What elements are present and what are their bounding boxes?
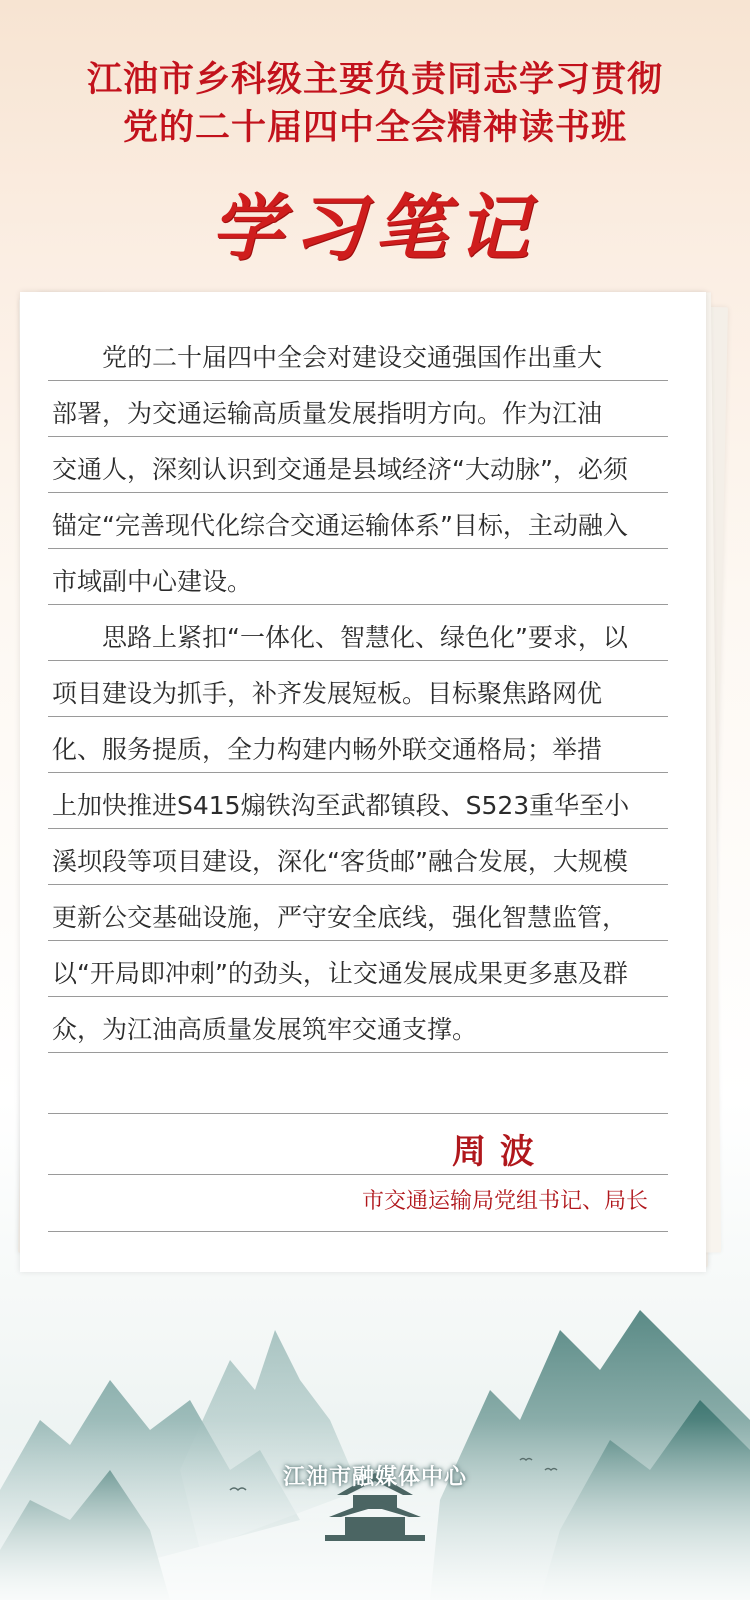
title-line-2: 党的二十届四中全会精神读书班: [122, 108, 627, 148]
text-line: 党的二十届四中全会对建设交通强国作出重大: [48, 325, 668, 381]
ruled-line: [48, 1231, 668, 1232]
text-line: 溪坝段等项目建设，深化“客货邮”融合发展，大规模: [48, 829, 668, 885]
footer-brand: 江油市融媒体中心: [282, 1465, 467, 1490]
text-line: 化、服务提质，全力构建内畅外联交通格局；举措: [48, 717, 668, 773]
mist-layer: [0, 1420, 750, 1600]
ruled-line: [48, 1113, 668, 1114]
calligraphy-heading: 学习笔记: [210, 185, 539, 270]
text-line: 众，为江油高质量发展筑牢交通支撑。: [48, 997, 668, 1053]
page-title: [0, 56, 750, 152]
ruled-line: [48, 1174, 668, 1175]
text-line: 锚定“完善现代化综合交通运输体系”目标，主动融入: [48, 493, 668, 549]
text-line: 上加快推进S415煽铁沟至武都镇段、S523重华至小: [48, 773, 668, 829]
text-line: 以“开局即冲刺”的劲头，让交通发展成果更多惠及群: [48, 941, 668, 997]
author-signature: 周波: [452, 1132, 548, 1172]
text-line: 部署，为交通运输高质量发展指明方向。作为江油: [48, 381, 668, 437]
note-body: [48, 325, 668, 1053]
text-line: 更新公交基础设施，严守安全底线，强化智慧监管，: [48, 885, 668, 941]
text-line: 思路上紧扣“一体化、智慧化、绿色化”要求，以: [48, 605, 668, 661]
title-line-1: 江油市乡科级主要负责同志学习贯彻: [86, 60, 663, 100]
author-title: 市交通运输局党组书记、局长: [361, 1189, 648, 1214]
text-line: 项目建设为抓手，补齐发展短板。目标聚焦路网优: [48, 661, 668, 717]
landscape-illustration: [0, 1270, 750, 1600]
text-line: 市域副中心建设。: [48, 549, 668, 605]
text-line: 交通人，深刻认识到交通是县域经济“大动脉”，必须: [48, 437, 668, 493]
